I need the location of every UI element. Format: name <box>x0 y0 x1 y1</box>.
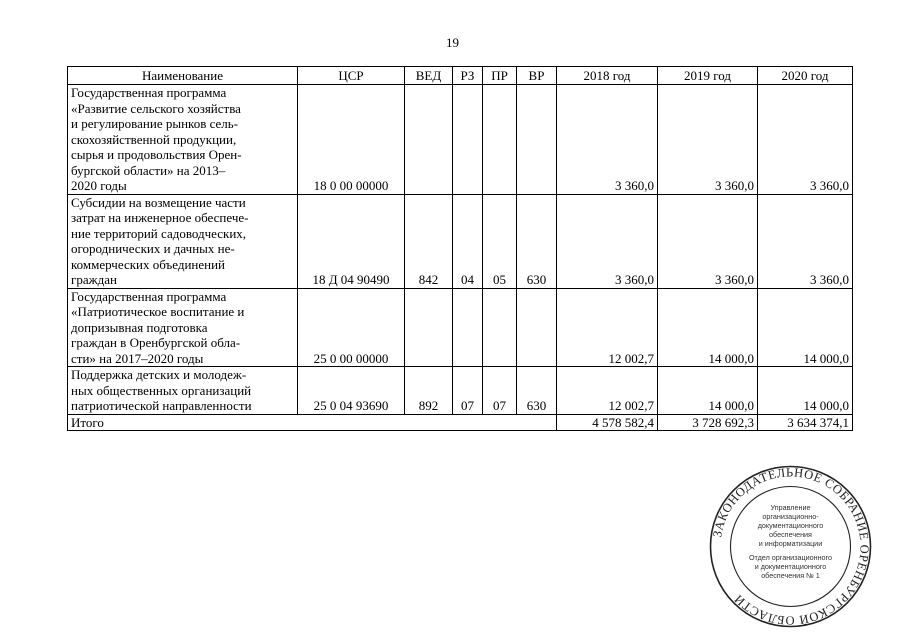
seal-outer-text: ЗАКОНОДАТЕЛЬНОЕ СОБРАНИЕ ОРЕНБУРГСКОЙ ОБЛАСТИ <box>710 465 872 628</box>
total-2020: 3 634 374,1 <box>758 414 853 431</box>
row-vr <box>517 288 557 367</box>
row-ved: 842 <box>405 194 453 288</box>
row-name-line: сырья и продовольствия Орен- <box>71 147 242 162</box>
row-name <box>68 288 298 367</box>
row-2018: 3 360,0 <box>557 85 658 195</box>
row-name <box>68 367 298 415</box>
header-vr: ВР <box>517 67 557 85</box>
row-vr: 630 <box>517 194 557 288</box>
row-name <box>68 85 298 195</box>
row-name-line: Государственная программа <box>71 288 227 304</box>
row-name-line: «Патриотическое воспитание и <box>71 304 245 319</box>
row-2018: 3 360,0 <box>557 194 658 288</box>
total-2019: 3 728 692,3 <box>658 414 758 431</box>
row-name-line: 2020 годы <box>71 178 127 193</box>
row-2020: 3 360,0 <box>758 85 853 195</box>
row-ved <box>405 85 453 195</box>
row-2019: 14 000,0 <box>658 288 758 367</box>
row-name-line: затрат на инженерное обеспече- <box>71 210 249 225</box>
seal-inner-line: обеспечения № 1 <box>761 571 820 580</box>
seal-inner-line: организационно- <box>762 512 819 521</box>
row-pr <box>483 288 517 367</box>
table-header-row <box>68 67 853 85</box>
row-rz: 04 <box>453 194 483 288</box>
official-seal-stamp <box>708 464 873 629</box>
total-row <box>68 414 853 431</box>
row-2020: 14 000,0 <box>758 288 853 367</box>
row-name-line: сти» на 2017–2020 годы <box>71 350 204 366</box>
total-2018: 4 578 582,4 <box>557 414 658 431</box>
budget-table <box>67 66 853 431</box>
row-pr: 05 <box>483 194 517 288</box>
header-ved: ВЕД <box>405 67 453 85</box>
row-2019: 3 360,0 <box>658 194 758 288</box>
seal-inner-line: и документационного <box>754 562 827 571</box>
row-name-line: скохозяйственной продукции, <box>71 131 237 147</box>
row-2020: 3 360,0 <box>758 194 853 288</box>
header-2018: 2018 год <box>557 67 658 85</box>
table-row <box>68 85 853 195</box>
seal-inner-line: обеспечения <box>769 530 812 539</box>
row-name-line: ние территорий садоводческих, <box>71 225 247 241</box>
row-vr <box>517 85 557 195</box>
row-name-line: Государственная программа <box>71 85 227 100</box>
header-2019: 2019 год <box>658 67 758 85</box>
row-name-line: и регулирование рынков сель- <box>71 116 239 131</box>
row-name <box>68 194 298 288</box>
row-2020: 14 000,0 <box>758 367 853 415</box>
row-name-line: Поддержка детских и молодеж- <box>71 367 247 382</box>
header-2020: 2020 год <box>758 67 853 85</box>
header-pr: ПР <box>483 67 517 85</box>
row-ved: 892 <box>405 367 453 415</box>
row-csr: 18 0 00 00000 <box>298 85 405 195</box>
seal-inner-line: и информатизации <box>758 539 823 548</box>
row-ved <box>405 288 453 367</box>
seal-inner-line: документационного <box>757 521 824 530</box>
row-name-line: граждан в Оренбургской обла- <box>71 335 241 350</box>
table-row <box>68 288 853 367</box>
table-row <box>68 194 853 288</box>
table-row <box>68 367 853 415</box>
row-name-line: бургской области» на 2013– <box>71 162 226 178</box>
header-rz: РЗ <box>453 67 483 85</box>
seal-inner-line: Управление <box>770 503 811 512</box>
row-name-line: допризывная подготовка <box>71 319 208 335</box>
row-pr <box>483 85 517 195</box>
row-vr: 630 <box>517 367 557 415</box>
total-label: Итого <box>68 414 557 431</box>
row-name-line: патриотической направленности <box>71 398 252 413</box>
row-name-line: Субсидии на возмещение части <box>71 194 246 210</box>
row-name-line: «Развитие сельского хозяйства <box>71 100 241 116</box>
row-name-line: огороднических и дачных не- <box>71 241 235 256</box>
row-name-line: коммерческих объединений <box>71 256 226 272</box>
row-2019: 14 000,0 <box>658 367 758 415</box>
header-name: Наименование <box>68 67 298 85</box>
row-csr: 25 0 04 93690 <box>298 367 405 415</box>
row-2018: 12 002,7 <box>557 288 658 367</box>
row-rz <box>453 85 483 195</box>
row-csr: 25 0 00 00000 <box>298 288 405 367</box>
row-pr: 07 <box>483 367 517 415</box>
row-name-line: граждан <box>71 272 117 287</box>
page-number: 19 <box>446 35 459 50</box>
row-csr: 18 Д 04 90490 <box>298 194 405 288</box>
row-2018: 12 002,7 <box>557 367 658 415</box>
seal-inner-line: Отдел организационного <box>748 553 833 562</box>
header-csr: ЦСР <box>298 67 405 85</box>
row-rz <box>453 288 483 367</box>
row-name-line: ных общественных организаций <box>71 382 252 398</box>
row-rz: 07 <box>453 367 483 415</box>
row-2019: 3 360,0 <box>658 85 758 195</box>
